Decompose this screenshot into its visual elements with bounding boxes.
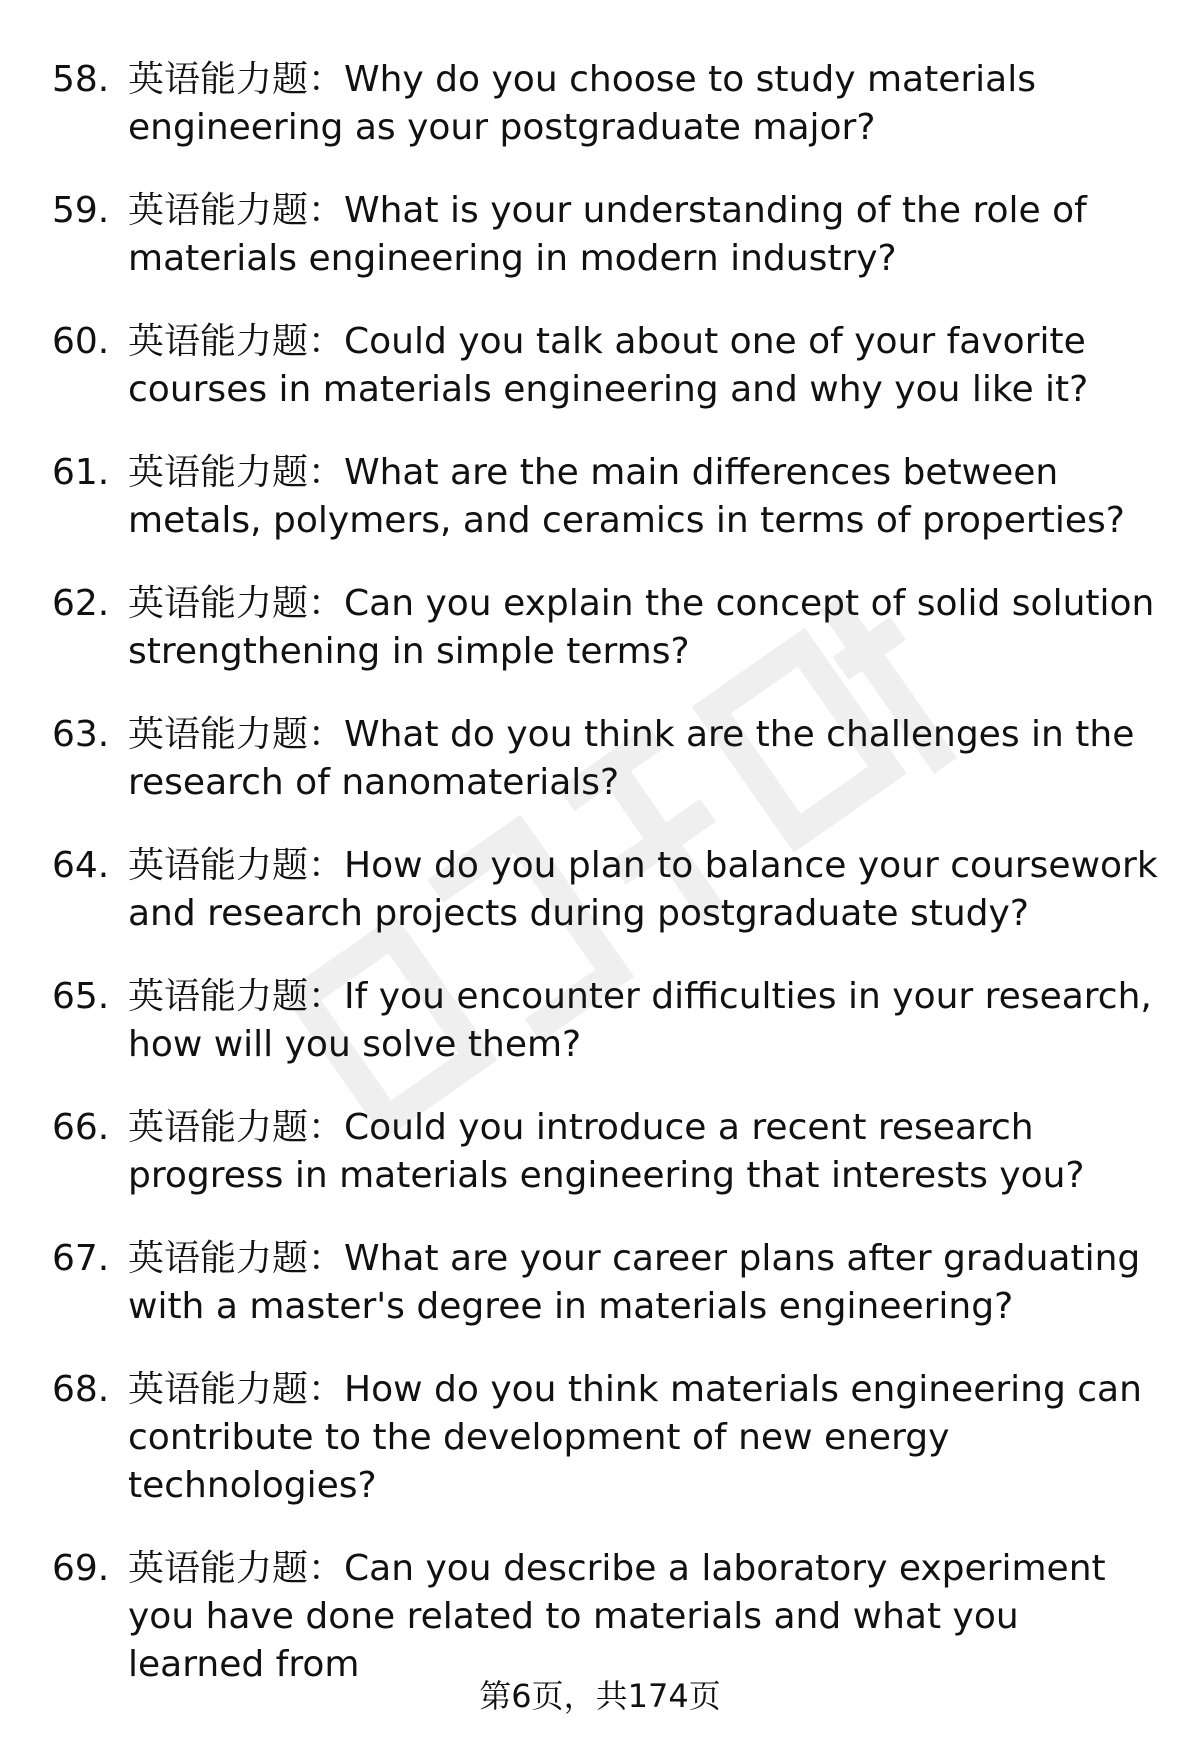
question-tag: 英语能力题：: [128, 452, 345, 493]
question-list: [52, 56, 1162, 1724]
question-tag: 英语能力题：: [128, 1107, 345, 1148]
page-footer: 第6页，共174页: [479, 1677, 721, 1715]
question-tag: 英语能力题：: [128, 845, 345, 886]
question-item: [52, 842, 1162, 938]
question-tag: 英语能力题：: [128, 59, 345, 100]
question-tag: 英语能力题：: [128, 1369, 345, 1410]
question-text: Could you talk about one of your favorite courses in materials engineering and why you like it?: [128, 321, 1089, 410]
question-number: 60.: [52, 321, 110, 362]
question-number: 58.: [52, 59, 110, 100]
question-text: Can you explain the concept of solid solution strengthening in simple terms?: [128, 583, 1155, 672]
question-item: [52, 187, 1162, 283]
question-number: 65.: [52, 976, 110, 1017]
question-text: What are the main differences between metals, polymers, and ceramics in terms of properties?: [128, 452, 1125, 541]
question-text: What are your career plans after graduating with a master's degree in materials engineering?: [128, 1238, 1141, 1327]
question-text: How do you think materials engineering can contribute to the development of new energy technologies?: [128, 1369, 1142, 1506]
question-text: What is your understanding of the role of materials engineering in modern industry?: [128, 190, 1087, 279]
question-tag: 英语能力题：: [128, 1238, 345, 1279]
question-item: [52, 711, 1162, 807]
question-item: [52, 56, 1162, 152]
question-text: If you encounter difficulties in your research, how will you solve them?: [128, 976, 1152, 1065]
question-item: [52, 449, 1162, 545]
question-number: 67.: [52, 1238, 110, 1279]
question-item: [52, 1235, 1162, 1331]
question-text: Can you describe a laboratory experiment you have done related to materials and what you learned from: [128, 1548, 1106, 1685]
question-number: 69.: [52, 1548, 110, 1589]
question-item: [52, 973, 1162, 1069]
question-text: Could you introduce a recent research progress in materials engineering that interests you?: [128, 1107, 1085, 1196]
question-number: 64.: [52, 845, 110, 886]
question-number: 63.: [52, 714, 110, 755]
question-number: 59.: [52, 190, 110, 231]
question-number: 61.: [52, 452, 110, 493]
question-number: 62.: [52, 583, 110, 624]
question-tag: 英语能力题：: [128, 190, 345, 231]
question-text: What do you think are the challenges in the research of nanomaterials?: [128, 714, 1135, 803]
question-tag: 英语能力题：: [128, 1548, 345, 1589]
question-number: 68.: [52, 1369, 110, 1410]
question-item: [52, 1366, 1162, 1510]
question-item: [52, 1104, 1162, 1200]
question-text: Why do you choose to study materials engineering as your postgraduate major?: [128, 59, 1036, 148]
question-tag: 英语能力题：: [128, 321, 345, 362]
question-number: 66.: [52, 1107, 110, 1148]
question-item: [52, 318, 1162, 414]
question-text: How do you plan to balance your coursework and research projects during postgraduate study?: [128, 845, 1158, 934]
question-tag: 英语能力题：: [128, 714, 345, 755]
question-tag: 英语能力题：: [128, 583, 345, 624]
question-item: [52, 580, 1162, 676]
question-item: [52, 1545, 1162, 1689]
question-tag: 英语能力题：: [128, 976, 345, 1017]
